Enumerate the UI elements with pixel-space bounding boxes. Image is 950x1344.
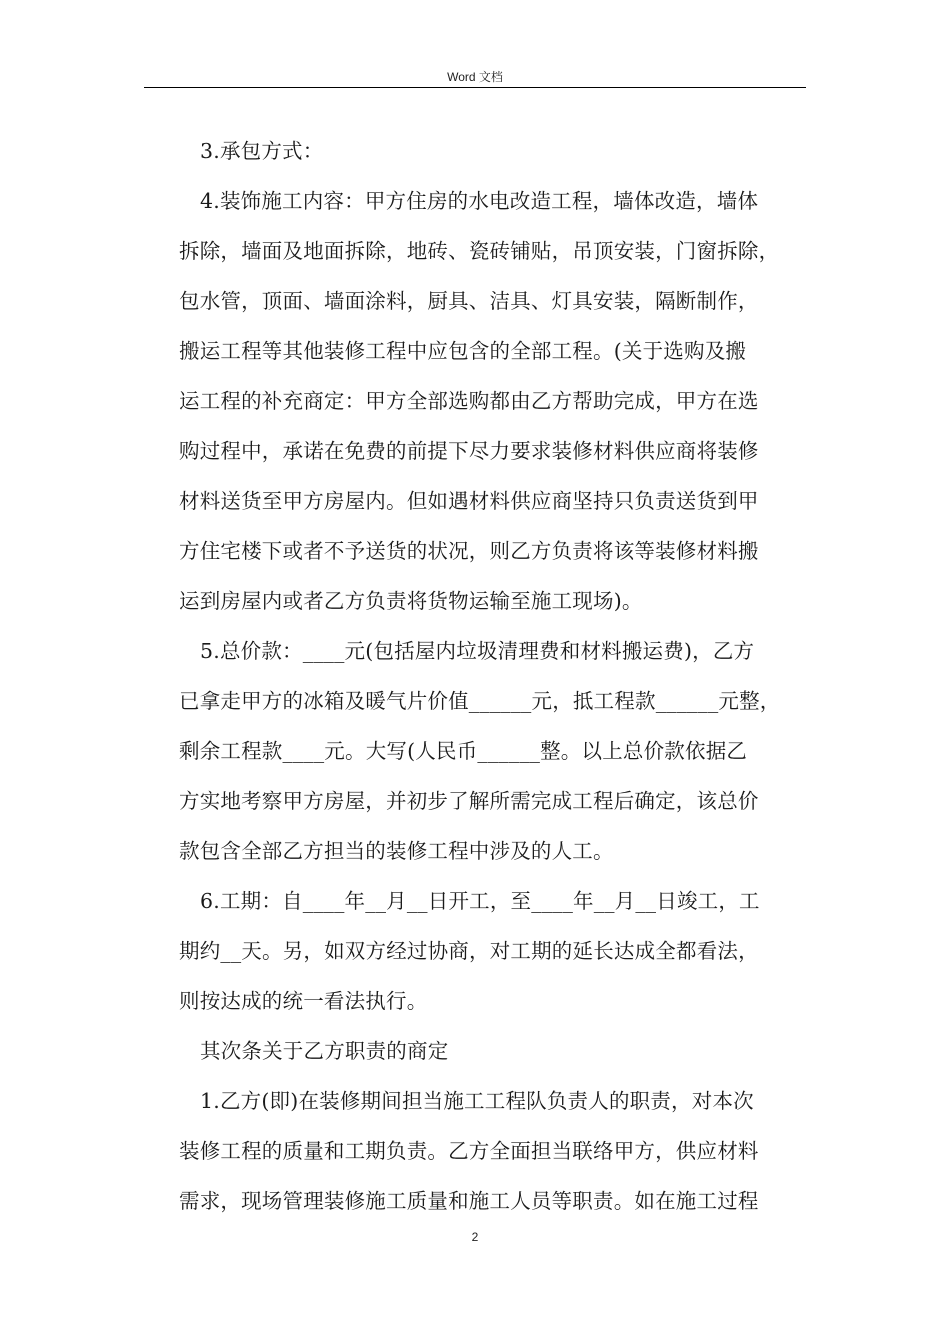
paragraph-line: 期约__天。另，如双方经过协商，对工期的延长达成全都看法， [179,939,759,963]
paragraph-line: 购过程中，承诺在免费的前提下尽力要求装修材料供应商将装修 [179,439,759,463]
paragraph-line: 1.乙方(即)在装修期间担当施工工程队负责人的职责，对本次 [200,1089,754,1113]
document-body [179,126,819,1226]
paragraph-line: 5.总价款：____元(包括屋内垃圾清理费和材料搬运费)，乙方 [200,639,755,663]
paragraph-line: 运工程的补充商定：甲方全部选购都由乙方帮助完成，甲方在选 [179,389,759,413]
paragraph-line: 剩余工程款____元。大写(人民币______整。以上总价款依据乙 [179,739,748,763]
paragraph-line: 装修工程的质量和工期负责。乙方全面担当联络甲方，供应材料 [179,1139,759,1163]
paragraph-line: 材料送货至甲方房屋内。但如遇材料供应商坚持只负责送货到甲 [179,489,759,513]
page-header-title: Word 文档 [447,70,503,84]
paragraph-line: 方住宅楼下或者不予送货的状况，则乙方负责将该等装修材料搬 [179,539,759,563]
section-heading: 其次条关于乙方职责的商定 [200,1039,449,1063]
paragraph-line: 拆除，墙面及地面拆除，地砖、瓷砖铺贴，吊顶安装，门窗拆除， [179,239,780,263]
paragraph-line: 则按达成的统一看法执行。 [179,989,428,1013]
paragraph-line: 3.承包方式： [200,139,324,163]
paragraph-line: 款包含全部乙方担当的装修工程中涉及的人工。 [179,839,614,863]
paragraph-line: 已拿走甲方的冰箱及暖气片价值______元，抵工程款______元整， [179,689,781,713]
paragraph-line: 需求，现场管理装修施工质量和施工人员等职责。如在施工过程 [179,1189,759,1213]
paragraph-line: 运到房屋内或者乙方负责将货物运输至施工现场)。 [179,589,643,613]
paragraph-line: 包水管，顶面、墙面涂料，厨具、洁具、灯具安装，隔断制作， [179,289,759,313]
paragraph-line: 搬运工程等其他装修工程中应包含的全部工程。(关于选购及搬 [179,339,747,363]
header-divider [144,87,806,88]
paragraph-line: 6.工期：自____年__月__日开工，至____年__月__日竣工，工 [200,889,760,913]
page-number: 2 [471,1230,479,1244]
paragraph-line: 方实地考察甲方房屋，并初步了解所需完成工程后确定，该总价 [179,789,759,813]
paragraph-line: 4.装饰施工内容：甲方住房的水电改造工程，墙体改造，墙体 [200,189,759,213]
